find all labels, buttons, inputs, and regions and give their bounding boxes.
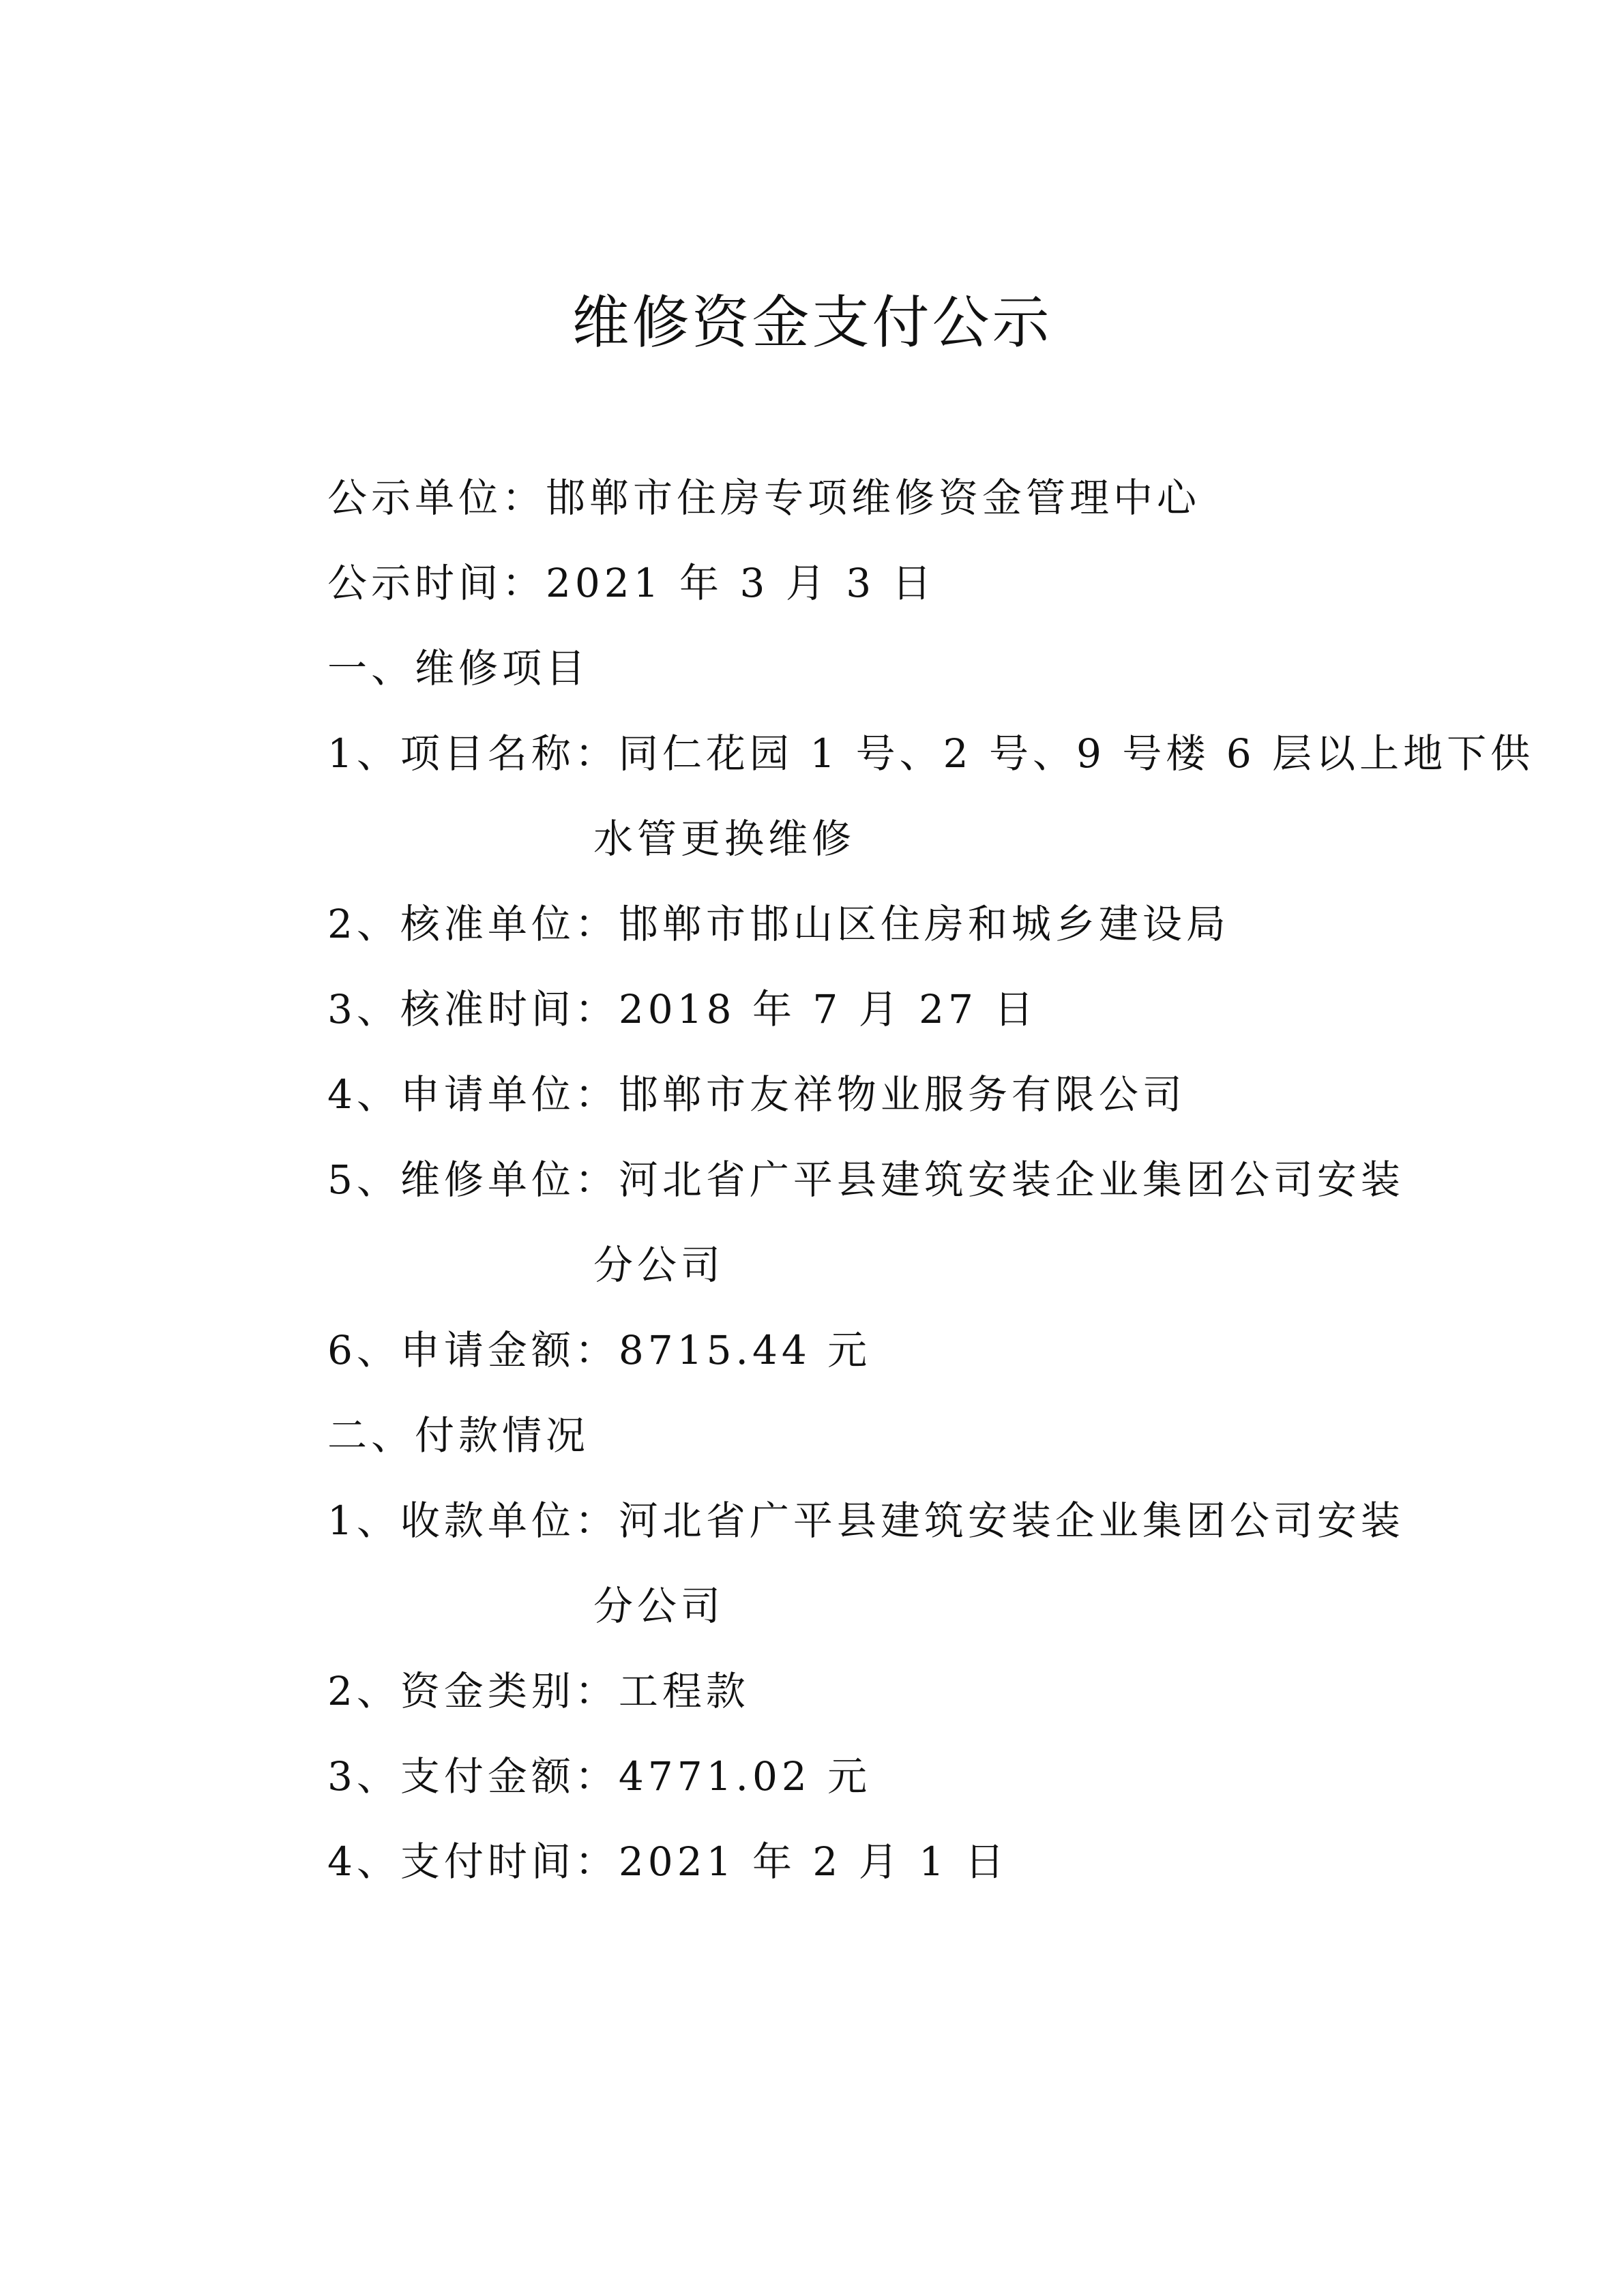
section1-item5-line2: 分公司 — [593, 1242, 725, 1288]
document-title: 维修资金支付公示 — [572, 289, 1052, 356]
section1-heading: 一、维修项目 — [327, 645, 590, 691]
section1-item6: 6、申请金额：8715.44 元 — [327, 1327, 872, 1373]
date-line: 公示时间：2021 年 3 月 3 日 — [327, 560, 936, 606]
publisher-line: 公示单位：邯郸市住房专项维修资金管理中心 — [327, 475, 1201, 521]
section2-item1-line1: 1、收款单位：河北省广平县建筑安装企业集团公司安装 — [327, 1497, 1404, 1544]
section1-item1-line1: 1、项目名称：同仁花园 1 号、2 号、9 号楼 6 层以上地下供 — [327, 730, 1535, 777]
section1-item3: 3、核准时间：2018 年 7 月 27 日 — [327, 986, 1038, 1032]
section1-item5-line1: 5、维修单位：河北省广平县建筑安装企业集团公司安装 — [327, 1157, 1404, 1203]
section1-item2: 2、核准单位：邯郸市邯山区住房和城乡建设局 — [327, 901, 1230, 947]
section2-item1-line2: 分公司 — [593, 1583, 725, 1629]
section2-item2: 2、资金类别：工程款 — [327, 1668, 750, 1714]
section2-item4: 4、支付时间：2021 年 2 月 1 日 — [327, 1838, 1009, 1885]
section2-heading: 二、付款情况 — [327, 1412, 590, 1459]
section1-item1-line2: 水管更换维修 — [593, 816, 856, 862]
section2-item3: 3、支付金额：4771.02 元 — [327, 1753, 872, 1800]
section1-item4: 4、申请单位：邯郸市友祥物业服务有限公司 — [327, 1071, 1186, 1118]
